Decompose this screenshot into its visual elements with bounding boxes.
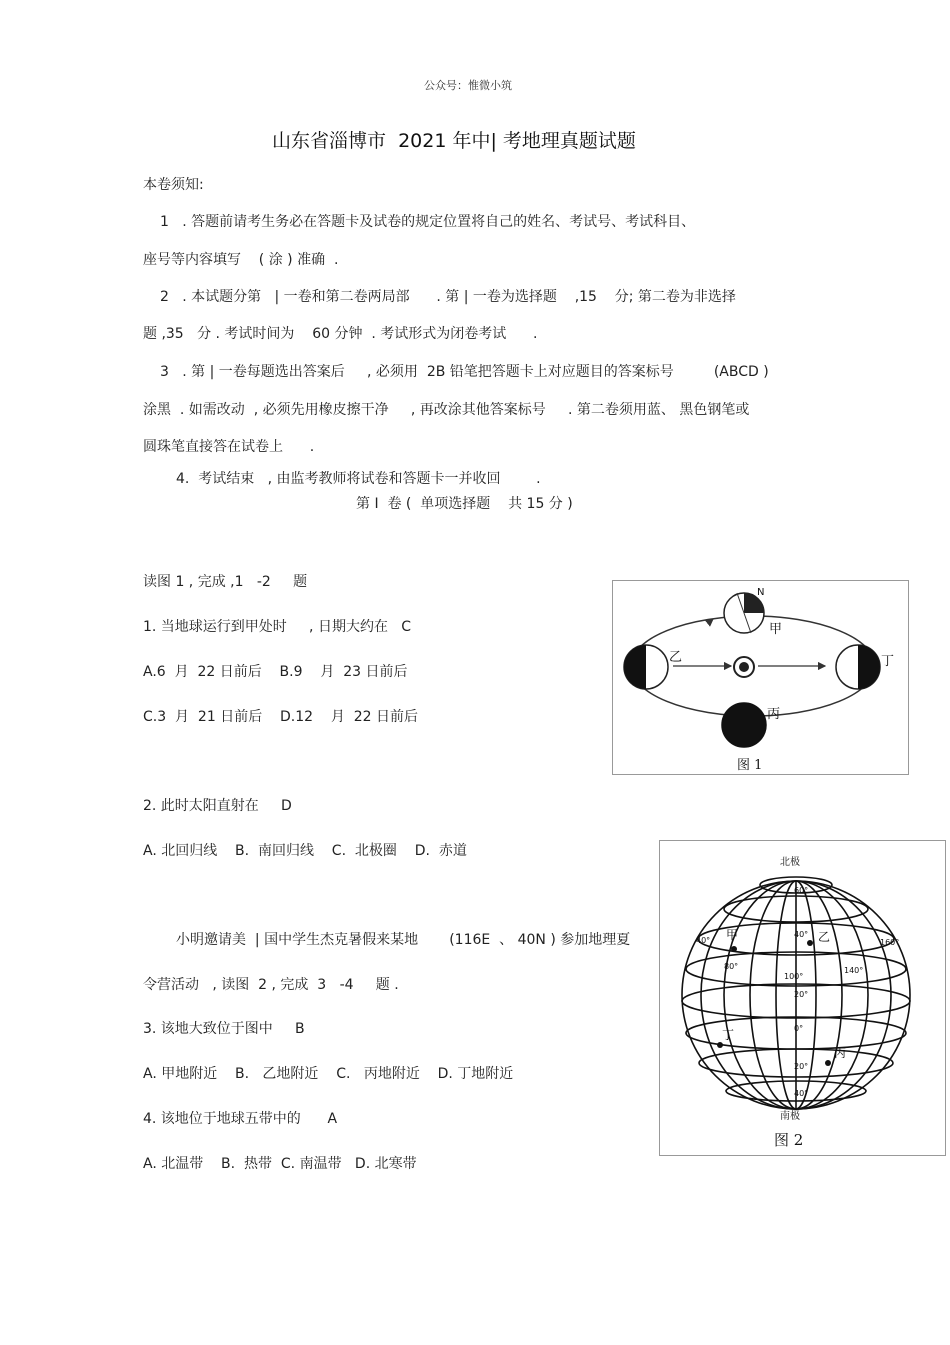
label-jia: 甲 xyxy=(769,622,783,637)
label-yi: 乙 xyxy=(818,930,831,944)
notice-line-1: 1 . 答题前请考生务必在答题卡及试卷的规定位置将自己的姓名、考试号、考试科目、 xyxy=(160,214,696,230)
label-bing: 丙 xyxy=(767,707,781,722)
earth-position-yi xyxy=(624,645,668,689)
label-south-pole: 南极 xyxy=(780,1111,800,1122)
label-north: N xyxy=(757,587,765,598)
figure-1-orbit-diagram xyxy=(612,580,909,775)
earth-position-bing xyxy=(722,703,766,747)
notice-line-4: 题 ,35 分 . 考试时间为 60 分钟 . 考试形式为闭卷考试 . xyxy=(143,326,538,342)
sun-icon xyxy=(734,657,754,677)
notice-line-2: 座号等内容填写 ( 涂 ) 准确 . xyxy=(143,252,339,268)
question-1: 1. 当地球运行到甲处时 , 日期大约在 C xyxy=(143,619,412,635)
notice-line-7: 圆珠笔直接答在试卷上 . xyxy=(143,439,315,455)
question-4-options: A. 北温带 B. 热带 C. 南温带 D. 北寒带 xyxy=(143,1156,417,1172)
page-header: 公众号：惟微小筑 xyxy=(424,79,512,92)
question-4: 4. 该地位于地球五带中的 A xyxy=(143,1111,338,1127)
label-bing: 丙 xyxy=(834,1046,847,1060)
label-yi: 乙 xyxy=(669,650,683,665)
label-north-pole: 北极 xyxy=(780,857,800,868)
question-3-options: A. 甲地附近 B. 乙地附近 C. 丙地附近 D. 丁地附近 xyxy=(143,1066,514,1082)
notice-line-6: 涂黑 . 如需改动 , 必须先用橡皮擦干净 , 再改涂其他答案标号 . 第二卷须用蓝、 黑色钢笔或 xyxy=(143,402,750,418)
label-lat40: 40° xyxy=(794,930,809,939)
figure-1-caption: 图 1 xyxy=(737,758,763,773)
label-ding: 丁 xyxy=(722,1028,735,1042)
label-lon80: 80° xyxy=(724,962,739,971)
label-lon140: 140° xyxy=(844,966,864,975)
notice-line-3: 2 . 本试题分第 | 一卷和第二卷两局部 . 第 | 一卷为选择题 ,15 分; 第二卷为非选择 xyxy=(160,289,736,305)
notice-heading: 本卷须知: xyxy=(143,177,204,193)
point-bing xyxy=(825,1060,831,1066)
earth-position-jia xyxy=(724,593,764,633)
point-ding xyxy=(717,1042,723,1048)
label-jia: 甲 xyxy=(726,928,739,942)
label-lat60: 60° xyxy=(794,886,809,895)
label-lon100: 100° xyxy=(784,972,804,981)
page-title: 山东省淄博市 2021 年中| 考地理真题试题 xyxy=(272,130,636,152)
question-intro-2a: 小明邀请美 | 国中学生杰克暑假来某地 (116E 、 40N ) 参加地理夏 xyxy=(176,932,631,948)
question-1-options-b: C.3 月 21 日前后 D.12 月 22 日前后 xyxy=(143,709,419,725)
label-lat40s: 40° xyxy=(794,1089,809,1098)
question-intro-1: 读图 1 , 完成 ,1 -2 题 xyxy=(143,574,308,590)
figure-2-globe-diagram xyxy=(659,840,946,1156)
label-lat0: 0° xyxy=(794,1024,804,1033)
question-1-options-a: A.6 月 22 日前后 B.9 月 23 日前后 xyxy=(143,664,408,680)
point-yi xyxy=(807,940,813,946)
label-ding: 丁 xyxy=(881,654,895,669)
label-lat20n: 20° xyxy=(794,990,809,999)
question-2: 2. 此时太阳直射在 D xyxy=(143,798,292,814)
question-2-options: A. 北回归线 B. 南回归线 C. 北极圈 D. 赤道 xyxy=(143,843,467,859)
point-jia xyxy=(731,946,737,952)
question-3: 3. 该地大致位于图中 B xyxy=(143,1021,305,1037)
label-lat20s: 20° xyxy=(794,1062,809,1071)
figure-2-caption: 图 2 xyxy=(774,1131,804,1149)
section-heading: 第 I 卷 ( 单项选择题 共 15 分 ) xyxy=(356,496,573,512)
label-lon40: 40° xyxy=(696,936,711,945)
notice-line-8: 4. 考试结束 , 由监考教师将试卷和答题卡一并收回 . xyxy=(176,471,541,487)
earth-position-ding xyxy=(836,645,880,689)
question-intro-2b: 令营活动 , 读图 2 , 完成 3 -4 题 . xyxy=(143,977,399,993)
label-lon160: 160° xyxy=(880,938,900,947)
notice-line-5: 3 . 第 | 一卷每题选出答案后 , 必须用 2B 铅笔把答题卡上对应题目的答案标号 (ABCD ) xyxy=(160,364,769,380)
